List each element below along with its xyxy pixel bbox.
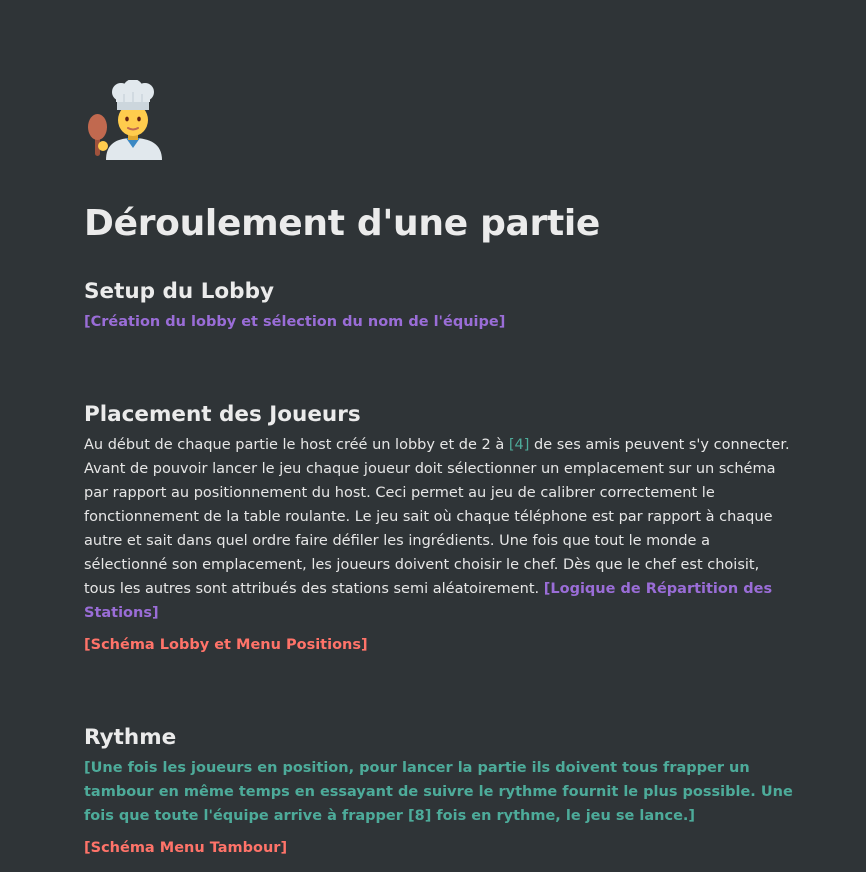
note-rythme-start: [Une fois les joueurs en position, pour lancer la partie ils doivent tous frapper un tambour en même temps en essayant de suivre le rythme fournit le plus possible. Une fois que toute l'équipe arrive à frapper	[84, 760, 793, 824]
page-content	[84, 80, 794, 860]
schema-menu-tambour: [Schéma Menu Tambour]	[84, 840, 288, 856]
stations-logic-link[interactable]: [Logique de Répartition des Stations]	[84, 581, 773, 621]
players-count-value: [4]	[508, 437, 530, 453]
note-creation-lobby: [Création du lobby et sélection du nom de l'équipe]	[84, 314, 506, 330]
hits-count-value: [8]	[407, 808, 432, 824]
paragraph-text-middle: de ses amis peuvent s'y connecter. Avant de pouvoir lancer le jeu chaque joueur doit sélectionner un emplacement sur un schéma par rapport au positionnement du host. Ceci permet au jeu de calibrer correctement le fonctionnement de la table roulante. Le jeu sait où chaque téléphone est par rapport à chaque autre et sait dans quel ordre faire défiler les ingrédients. Une fois que tout le monde a sélectionné son emplacement, les joueurs doivent choisir le chef. Dès que le chef est choisit, tous les autres sont attribués des stations semi aléatoirement.	[84, 437, 790, 597]
note-rythme	[84, 756, 794, 828]
heading-rythme: Rythme	[84, 725, 177, 750]
heading-placement-des-joueurs: Placement des Joueurs	[84, 402, 361, 427]
page-title: Déroulement d'une partie	[84, 203, 601, 244]
paragraph-placement	[84, 433, 794, 625]
schema-lobby-positions: [Schéma Lobby et Menu Positions]	[84, 637, 368, 653]
cook-emoji-icon	[86, 80, 166, 160]
paragraph-text-start: Au début de chaque partie le host créé un lobby et de 2 à	[84, 437, 509, 453]
heading-setup-du-lobby: Setup du Lobby	[84, 279, 274, 304]
note-rythme-end: fois en rythme, le jeu se lance.]	[431, 808, 696, 824]
